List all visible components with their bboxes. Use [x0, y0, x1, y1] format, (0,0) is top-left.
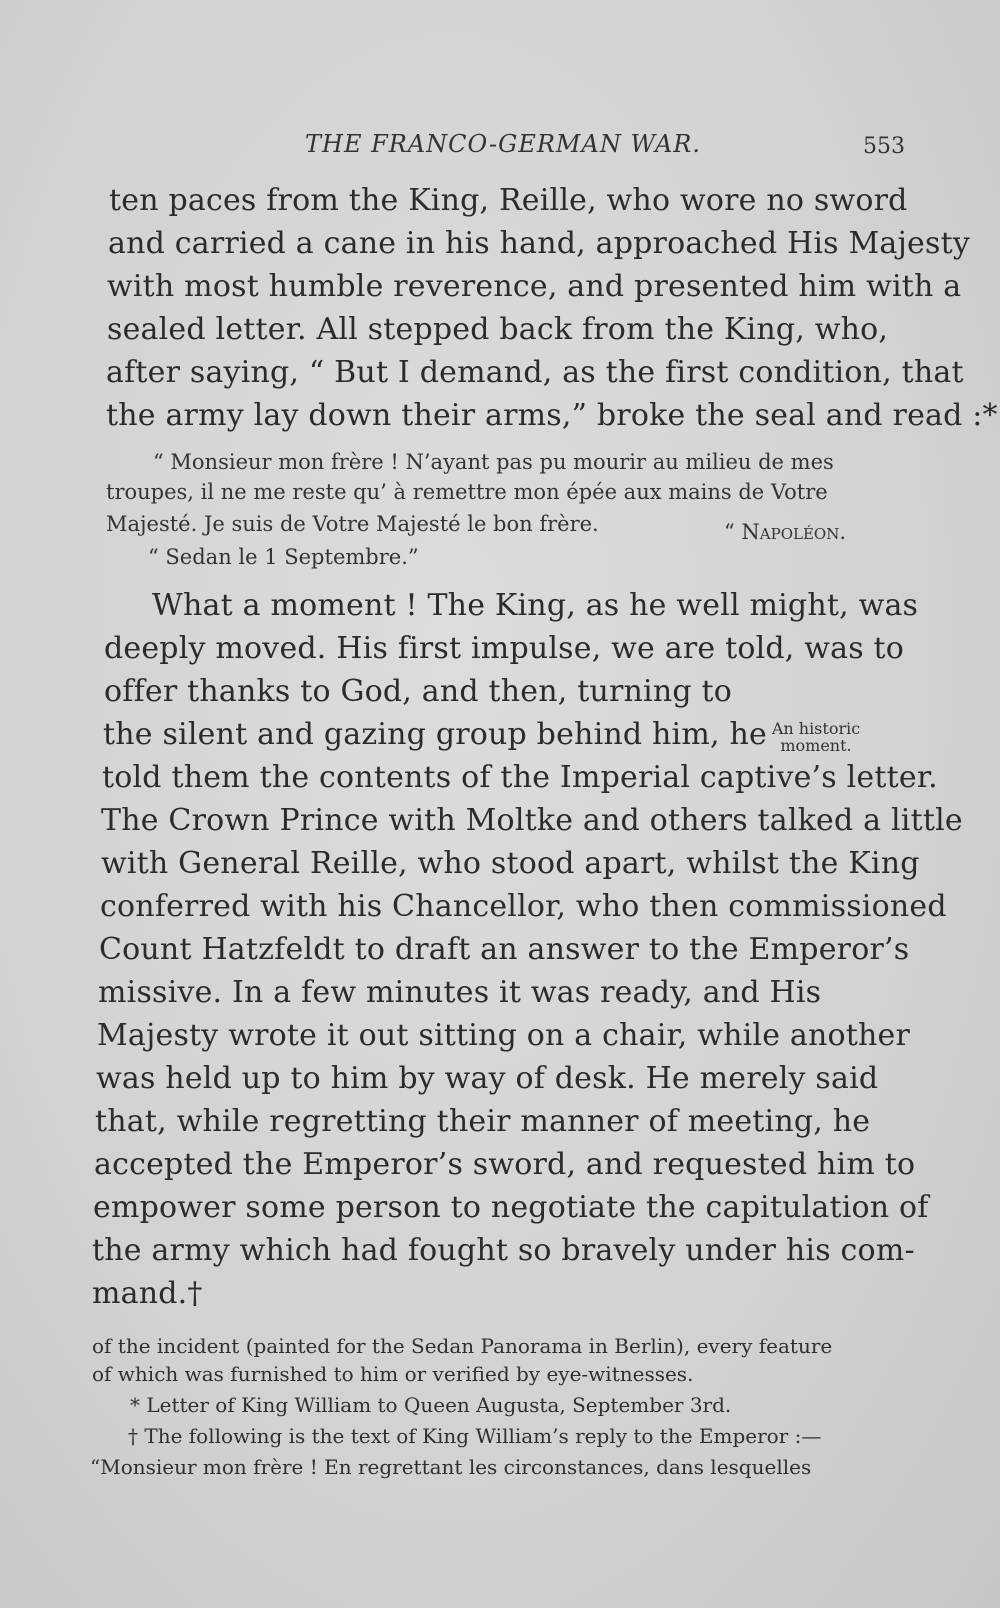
quote-signature: “ Napoléon.	[724, 520, 847, 544]
text-line: mand.†	[92, 1276, 203, 1311]
text-line: What a moment ! The King, as he well might, was	[152, 588, 919, 623]
quote-line: Majesté. Je suis de Votre Majesté le bon frère.	[106, 512, 599, 536]
margin-note	[756, 720, 876, 754]
text-line: ten paces from the King, Reille, who wore no sword	[109, 183, 908, 218]
footnote-line: of the incident (painted for the Sedan Panorama in Berlin), every feature	[92, 1334, 833, 1358]
margin-note-line: An historic	[771, 719, 861, 738]
text-line: with General Reille, who stood apart, whilst the King	[101, 846, 920, 881]
text-line: deeply moved. His first impulse, we are told, was to	[104, 631, 905, 666]
running-title: THE FRANCO-GERMAN WAR.	[305, 130, 701, 158]
text-line: The Crown Prince with Moltke and others talked a little	[101, 803, 963, 838]
page-number: 553	[863, 134, 905, 159]
text-line: conferred with his Chancellor, who then commissioned	[100, 889, 947, 924]
footnote-line: * Letter of King William to Queen Augusta, September 3rd.	[130, 1393, 732, 1417]
text-line: was held up to him by way of desk. He merely said	[96, 1061, 879, 1096]
text-line: sealed letter. All stepped back from the King, who,	[107, 312, 889, 347]
text-line: after saying, “ But I demand, as the first condition, that	[106, 355, 964, 390]
text-line: the army which had fought so bravely under his com-	[92, 1233, 915, 1268]
text-line: empower some person to negotiate the capitulation of	[93, 1190, 929, 1225]
page-header	[110, 126, 910, 166]
quote-dateline: “ Sedan le 1 Septembre.”	[148, 545, 419, 569]
quote-line: troupes, il ne me reste qu’ à remettre mon épée aux mains de Votre	[106, 480, 828, 504]
text-line: told them the contents of the Imperial captive’s letter.	[102, 760, 938, 795]
footnote-line: † The following is the text of King William’s reply to the Emperor :—	[128, 1424, 822, 1448]
text-line: and carried a cane in his hand, approached His Majesty	[108, 226, 970, 261]
footnote-line: “Monsieur mon frère ! En regrettant les circonstances, dans lesquelles	[90, 1455, 812, 1479]
text-line: the silent and gazing group behind him, he	[103, 717, 767, 752]
text-line: that, while regretting their manner of meeting, he	[95, 1104, 871, 1139]
text-line: with most humble reverence, and presented him with a	[107, 269, 962, 304]
text-line: the army lay down their arms,” broke the seal and read :*	[106, 398, 998, 433]
text-line: Majesty wrote it out sitting on a chair, while another	[97, 1018, 911, 1053]
text-line: Count Hatzfeldt to draft an answer to the Emperor’s	[99, 932, 910, 967]
margin-note-line: moment.	[780, 736, 852, 755]
text-line: offer thanks to God, and then, turning to	[104, 674, 733, 709]
footnote-line: of which was furnished to him or verified by eye-witnesses.	[92, 1362, 694, 1386]
quote-line: “ Monsieur mon frère ! N’ayant pas pu mourir au milieu de mes	[153, 450, 834, 474]
text-line: accepted the Emperor’s sword, and requested him to	[94, 1147, 916, 1182]
text-line: missive. In a few minutes it was ready, and His	[98, 975, 822, 1010]
